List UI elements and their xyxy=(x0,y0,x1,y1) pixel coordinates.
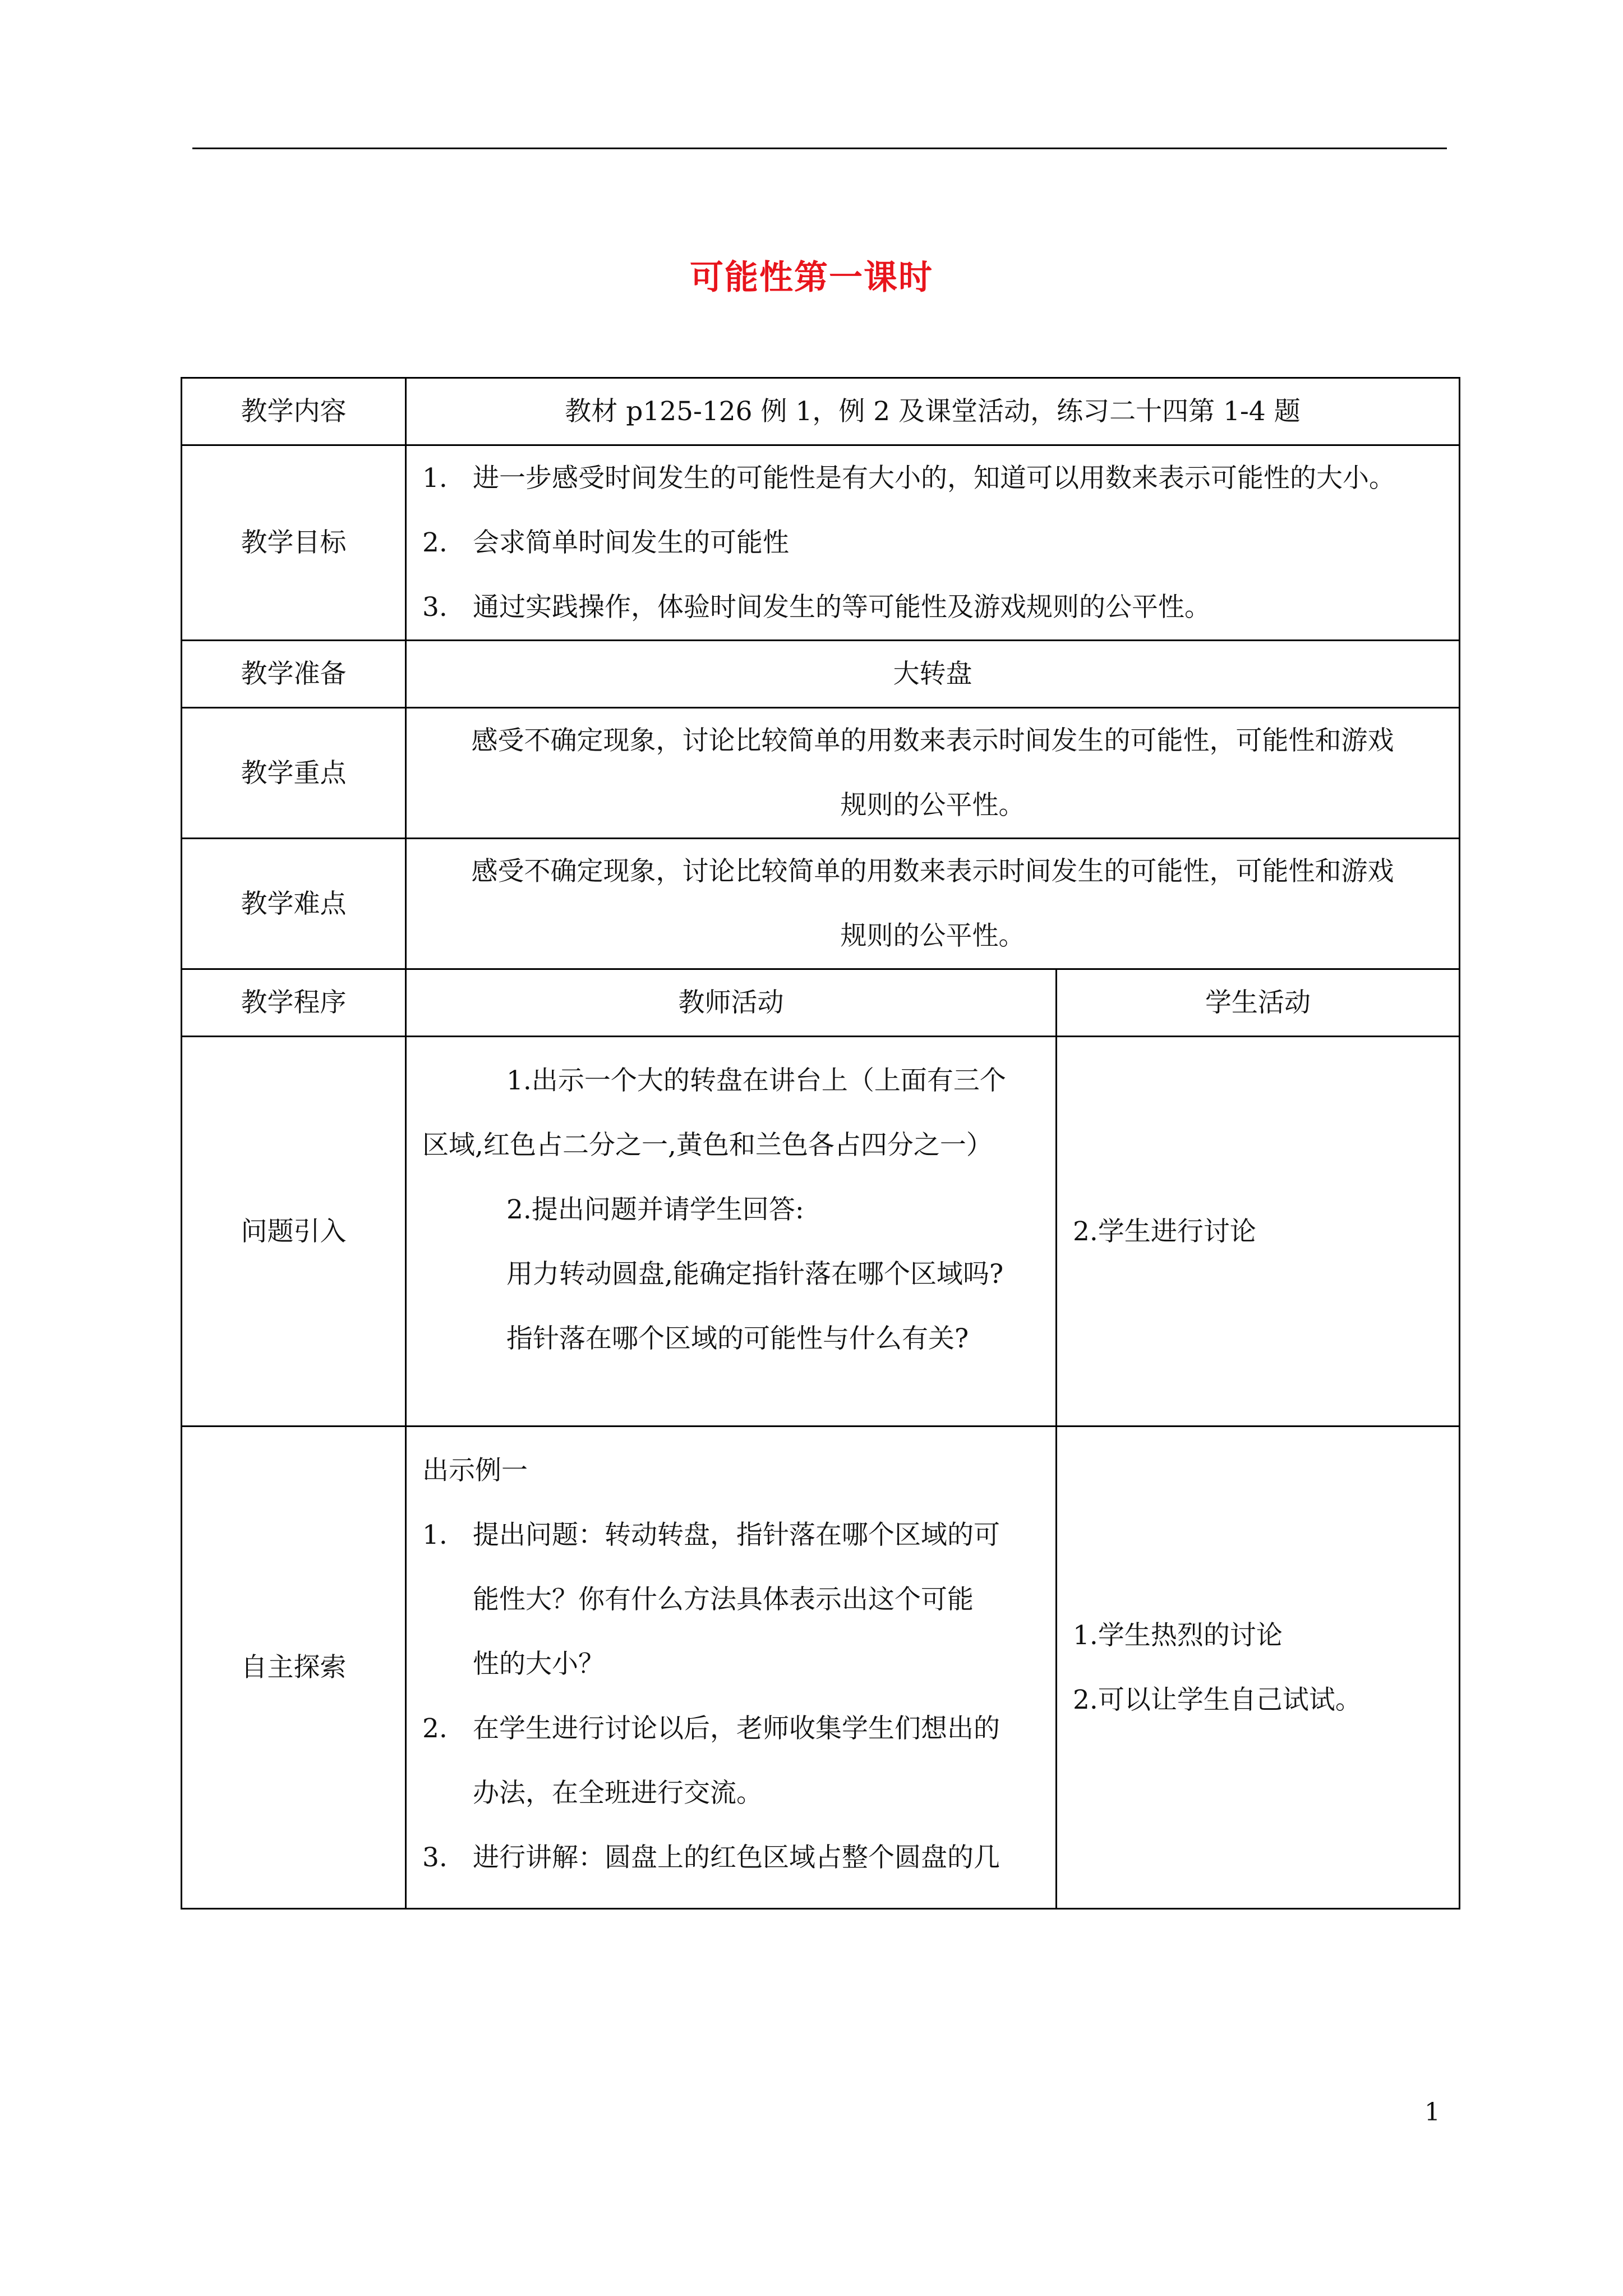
goal-item: 2. 会求简单时间发生的可能性 xyxy=(422,527,789,558)
intro-teacher-activity xyxy=(406,1037,1057,1427)
goal-item: 1. 进一步感受时间发生的可能性是有大小的，知道可以用数来表示可能性的大小。 xyxy=(422,463,1395,494)
row-procedure-header xyxy=(182,969,1460,1037)
label-goals: 教学目标 xyxy=(182,445,406,641)
page-number: 1 xyxy=(1424,2098,1440,2127)
goal-item: 3. 通过实践操作，体验时间发生的等可能性及游戏规则的公平性。 xyxy=(422,592,1211,623)
explore-item: 3. 进行讲解：圆盘上的红色区域占整个圆盘的几 xyxy=(422,1842,1000,1873)
row-goals xyxy=(182,445,1460,641)
label-procedure: 教学程序 xyxy=(182,969,406,1037)
value-content: 教材 p125-126 例 1，例 2 及课堂活动，练习二十四第 1-4 题 xyxy=(406,378,1460,445)
value-goals xyxy=(406,445,1460,641)
header-teacher-activity: 教师活动 xyxy=(406,969,1057,1037)
explore-item: 2. 在学生进行讨论以后，老师收集学生们想出的 xyxy=(422,1713,1000,1744)
label-intro: 问题引入 xyxy=(182,1037,406,1427)
value-difficulties: 感受不确定现象，讨论比较简单的用数来表示时间发生的可能性，可能性和游戏 规则的公平性。 xyxy=(406,839,1460,969)
label-explore: 自主探索 xyxy=(182,1427,406,1909)
label-difficulties: 教学难点 xyxy=(182,839,406,969)
explore-teacher-activity: 出示例一 1. 提出问题：转动转盘，指针落在哪个区域的可 能性大？你有什么方法具体表示出这个可能 性的大小？ 2. 在学生进行讨论以后，老师收集学生们想出的 办法，在全班进行交流。 3. 进行讲解：圆盘上的红色区域占整个圆盘的几 xyxy=(406,1427,1057,1909)
row-difficulties xyxy=(182,839,1460,969)
intro-student-activity: 2.学生进行讨论 xyxy=(1057,1037,1460,1427)
header-student-activity: 学生活动 xyxy=(1057,969,1460,1037)
intro-line: 2.提出问题并请学生回答: xyxy=(506,1194,804,1225)
explore-intro: 出示例一 xyxy=(422,1455,528,1486)
row-key-points xyxy=(182,708,1460,839)
student-line: 1.学生热烈的讨论 xyxy=(1073,1619,1283,1651)
intro-line: 区域,红色占二分之一,黄色和兰色各占四分之一） xyxy=(422,1130,993,1161)
intro-line: 指针落在哪个区域的可能性与什么有关? xyxy=(506,1323,969,1354)
student-line: 2.可以让学生自己试试。 xyxy=(1073,1684,1362,1715)
lesson-plan-table xyxy=(181,377,1460,1910)
label-content: 教学内容 xyxy=(182,378,406,445)
value-prep: 大转盘 xyxy=(406,641,1460,708)
row-explore xyxy=(182,1427,1460,1909)
label-prep: 教学准备 xyxy=(182,641,406,708)
row-prep xyxy=(182,641,1460,708)
row-intro xyxy=(182,1037,1460,1427)
explore-item: 1. 提出问题：转动转盘，指针落在哪个区域的可 xyxy=(422,1520,1000,1550)
document-title: 可能性第一课时 xyxy=(690,258,933,297)
row-content xyxy=(182,378,1460,445)
intro-line: 1.出示一个大的转盘在讲台上（上面有三个 xyxy=(506,1065,1006,1096)
intro-line: 用力转动圆盘,能确定指针落在哪个区域吗? xyxy=(506,1259,1004,1290)
header-rule xyxy=(192,148,1447,149)
label-key-points: 教学重点 xyxy=(182,708,406,839)
explore-student-activity xyxy=(1057,1427,1460,1909)
value-key-points: 感受不确定现象，讨论比较简单的用数来表示时间发生的可能性，可能性和游戏 规则的公平性。 xyxy=(406,708,1460,839)
